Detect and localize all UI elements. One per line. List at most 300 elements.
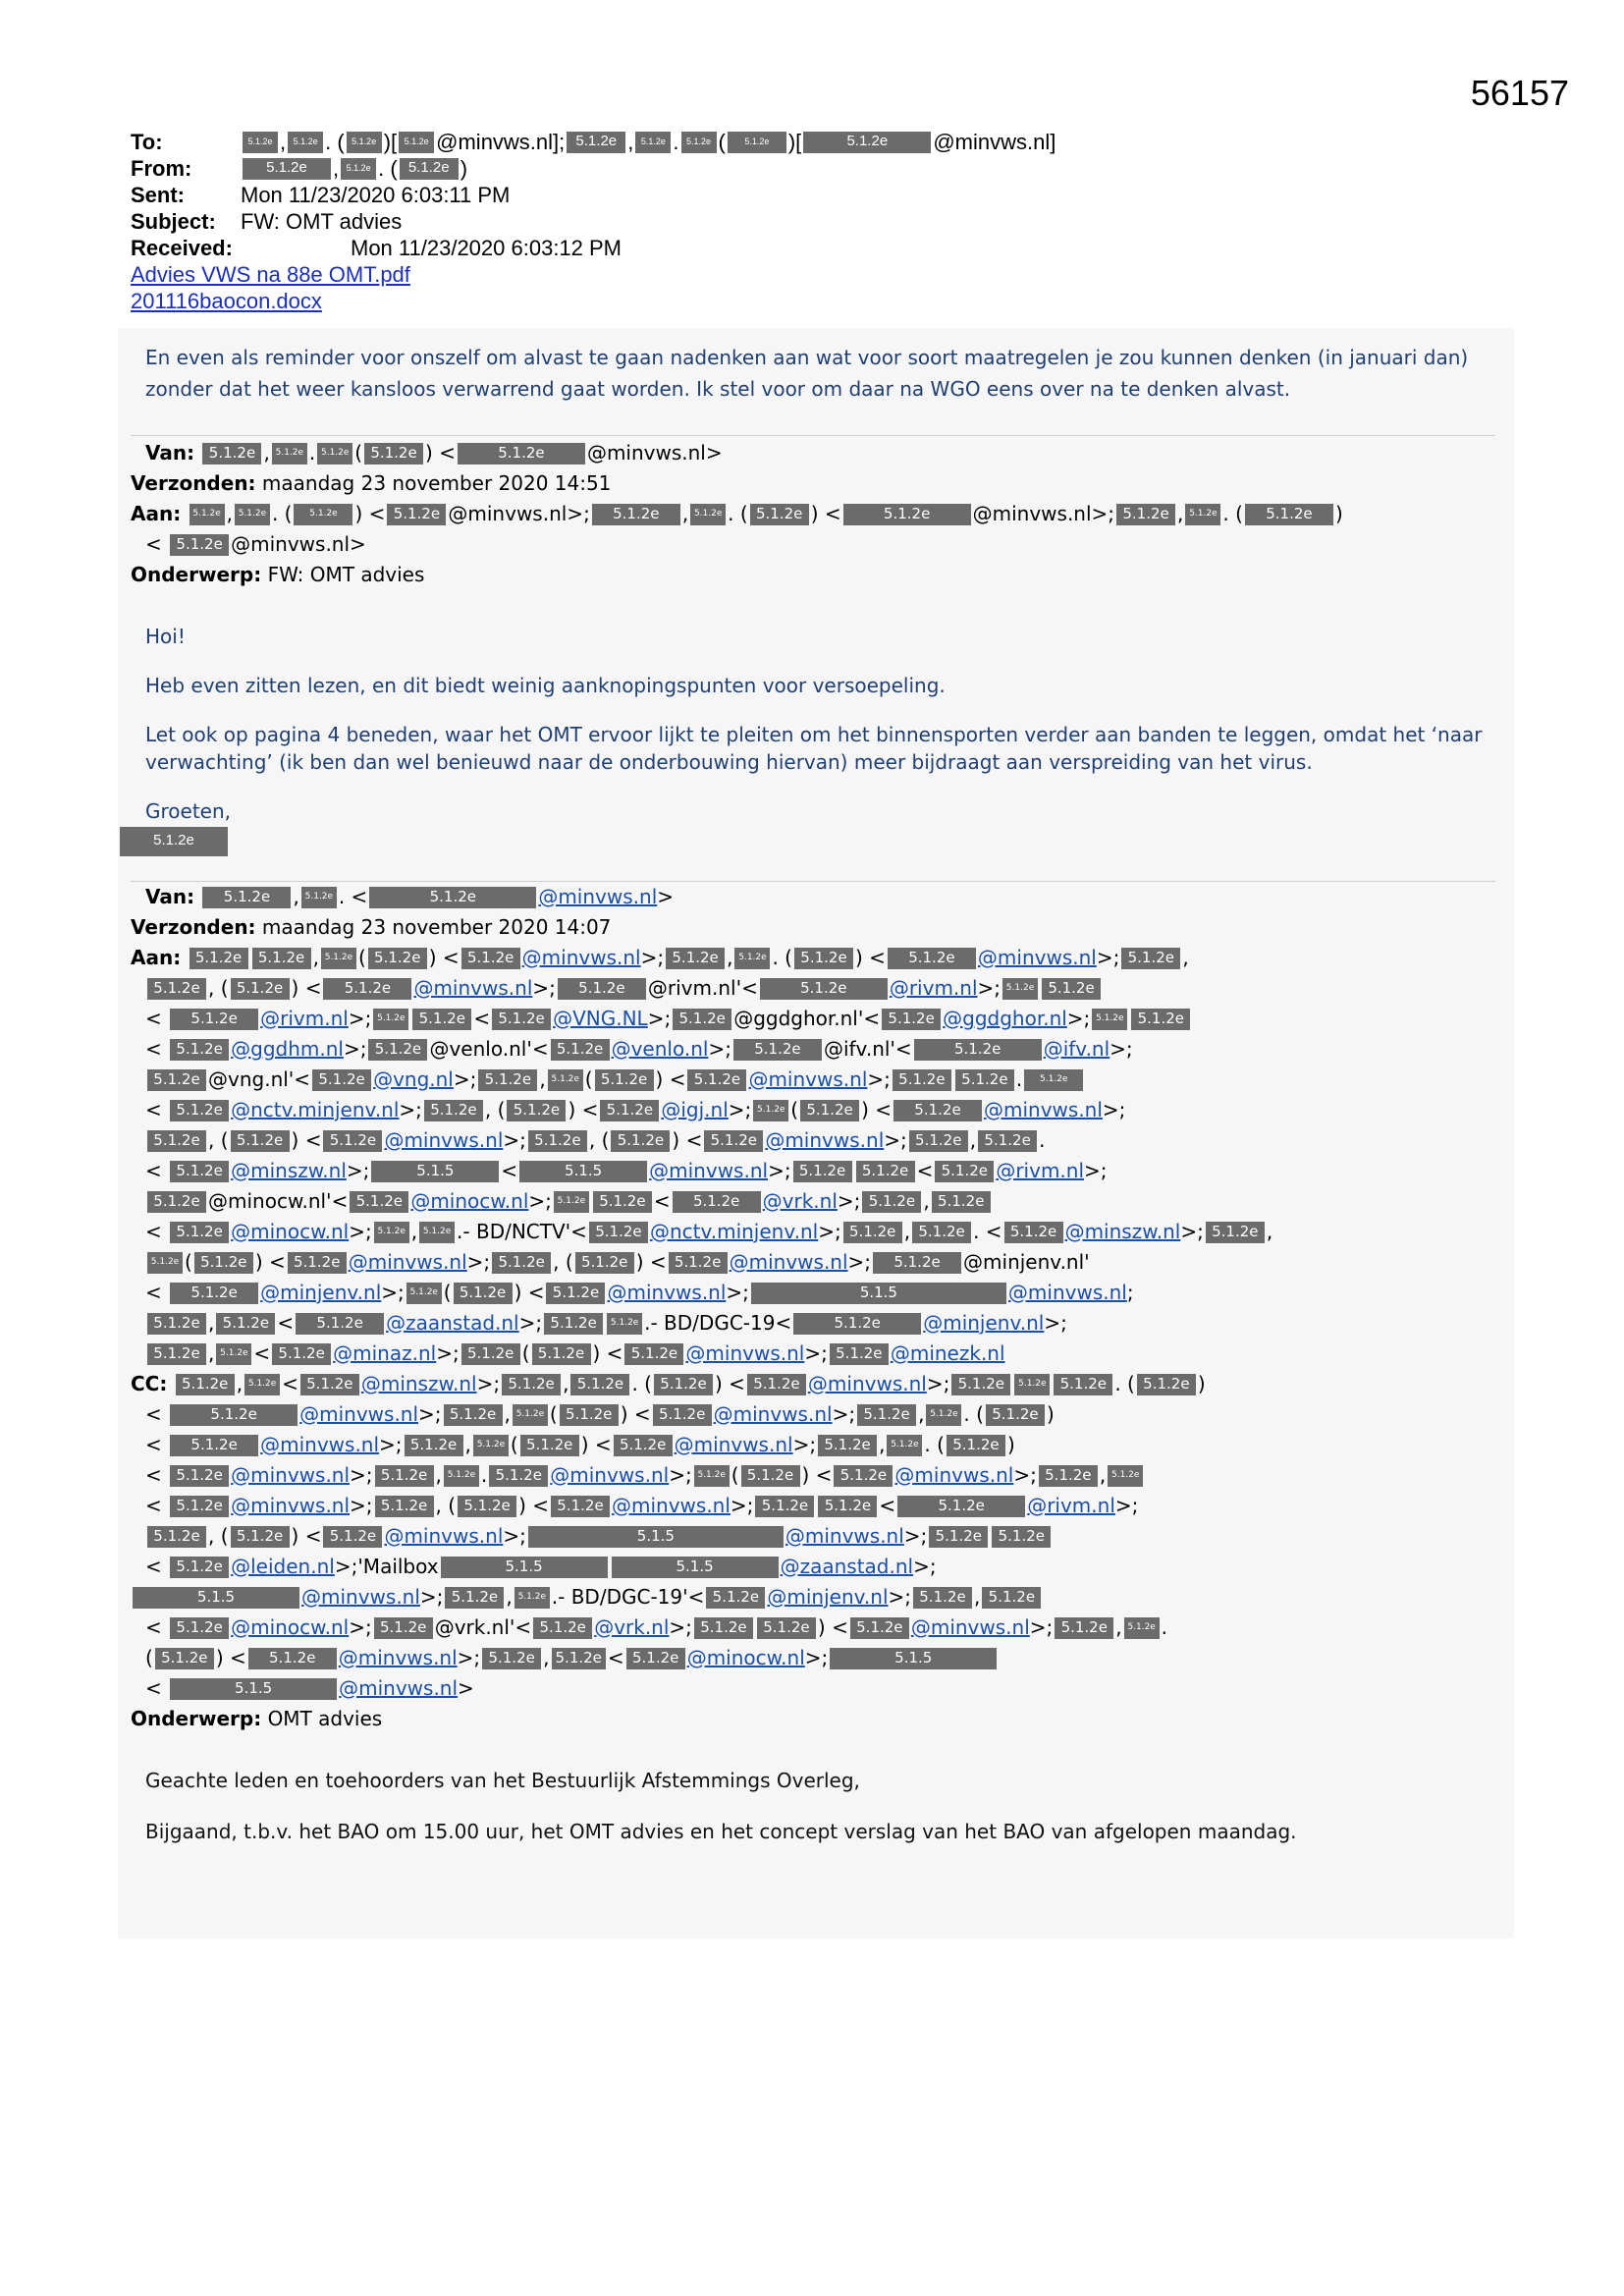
onderwerp-label: Onderwerp: [131, 1707, 262, 1730]
email-link[interactable]: @minvws.nl [685, 1341, 805, 1365]
email-link[interactable]: @minszw.nl [1064, 1220, 1181, 1243]
forwarded-mail-1-header [131, 438, 1505, 590]
redaction: 5.1.2e [375, 1465, 434, 1487]
address: - BD/DGC-19 [650, 1311, 776, 1335]
redaction: 5.1.2e [461, 948, 520, 969]
email-link[interactable]: @minvws.nl [538, 885, 658, 908]
email-link[interactable]: @vrk.nl [594, 1615, 670, 1639]
redaction: 5.1.2e [170, 1100, 229, 1121]
cc-row: CC: 5.1.2e , 5.1.2e < 5.1.2e @minszw.nl >; 5.1.2e , 5.1.2e . ( 5.1.2e ) < 5.1.2e @minvws.nl >; 5.1.2e 5.1.2e 5.1.2e . ( 5.1.2e ) [131, 1369, 1505, 1399]
email-link[interactable]: @minvws.nl [984, 1098, 1103, 1121]
redaction: 5.1.2e [909, 1130, 968, 1152]
email-link[interactable]: @minaz.nl [333, 1341, 437, 1365]
redaction: 5.1.2e [589, 1222, 648, 1243]
redaction: 5.1.2e [947, 1435, 1005, 1456]
redaction: 5.1.2e [294, 504, 352, 525]
subject-row [131, 208, 1407, 235]
redaction: 5.1.2e [850, 1617, 909, 1639]
redaction: 5.1.2e [614, 1435, 673, 1456]
redaction: 5.1.2e [412, 1009, 471, 1030]
redaction: 5.1.2e [272, 443, 307, 465]
redaction: 5.1.2e [520, 1435, 579, 1456]
email-link[interactable]: @rivm.nl [1027, 1494, 1115, 1517]
email-header [131, 129, 1407, 314]
address: @vng.nl' [208, 1067, 295, 1091]
aan-row: 5.1.2e , 5.1.2e < 5.1.2e @zaanstad.nl >; 5.1.2e 5.1.2e . - BD/DGC-19 < 5.1.2e @minjenv.nl >; [131, 1308, 1505, 1339]
paragraph: Bijgaand, t.b.v. het BAO om 15.00 uur, het OMT advies en het concept verslag van het BAO van afgelopen maandag. [145, 1820, 1297, 1843]
redaction: 5.1.2e [300, 1374, 359, 1395]
aan-label: Aan: [131, 946, 182, 969]
redaction: 5.1.2e [170, 1283, 258, 1304]
received-label: Received: [131, 236, 233, 260]
to-label: To: [131, 130, 163, 154]
redaction: 5.1.2e [733, 1039, 822, 1061]
greeting: Hoi! [145, 625, 186, 648]
email-link[interactable]: @minvws.nl [384, 1128, 504, 1152]
aan-row: < 5.1.2e @nctv.minjenv.nl >; 5.1.2e , ( 5.1.2e ) < 5.1.2e @igj.nl >; 5.1.2e ( 5.1.2e ) < 5.1.2e @minvws.nl >; [131, 1095, 1505, 1125]
redaction: 5.1.2e [387, 504, 446, 525]
redaction: 5.1.2e [734, 948, 770, 969]
redaction: 5.1.2e [567, 132, 625, 153]
redaction: 5.1.2e [843, 1222, 902, 1243]
redaction: 5.1.2e [741, 1465, 800, 1487]
onderwerp-value: FW: OMT advies [267, 563, 425, 586]
email-link[interactable]: @minvws.nl [299, 1402, 419, 1426]
redaction: 5.1.2e [368, 1039, 427, 1061]
redaction: 5.1.2e [666, 948, 725, 969]
verzonden-row [131, 468, 1505, 499]
redaction: 5.1.2e [419, 1222, 455, 1243]
redaction: 5.1.2e [843, 504, 971, 525]
email-link[interactable]: @minocw.nl [231, 1220, 350, 1243]
redaction: 5.1.2e [489, 1465, 548, 1487]
redaction: 5.1.2e [248, 1648, 337, 1669]
redaction: 5.1.2e [793, 1161, 852, 1182]
aan-row: < 5.1.2e @minjenv.nl >; 5.1.2e ( 5.1.2e ) < 5.1.2e @minvws.nl >; 5.1.5 @minvws.nl ; [131, 1278, 1505, 1308]
redaction: 5.1.2e [321, 948, 356, 969]
aan-row: Aan: 5.1.2e 5.1.2e , 5.1.2e ( 5.1.2e ) < 5.1.2e @minvws.nl >; 5.1.2e , 5.1.2e . ( 5.1.2e ) < 5.1.2e @minvws.nl >; 5.1.2e , [131, 943, 1505, 973]
cc-row: 5.1.5 @minvws.nl >; 5.1.2e , 5.1.2e . - BD/DGC-19' < 5.1.2e @minjenv.nl >; 5.1.2e , 5.1.2e [131, 1582, 1505, 1613]
email-link[interactable]: @nctv.minjenv.nl [231, 1098, 400, 1121]
redaction: 5.1.2e [288, 132, 323, 153]
address: @ggdghor.nl' [733, 1007, 864, 1030]
redaction: 5.1.2e [312, 1069, 371, 1091]
email-link[interactable]: @ggdghor.nl [943, 1007, 1067, 1030]
cc-row: 5.1.2e , ( 5.1.2e ) < 5.1.2e @minvws.nl >; 5.1.5 @minvws.nl >; 5.1.2e 5.1.2e [131, 1521, 1505, 1552]
paragraph: Let ook op pagina 4 beneden, waar het OMT ervoor lijkt te pleiten om het binnensporten verder aan banden te leggen, omdat het ‘naar verwachting’ (ik ben dan wel benieuwd naar de onderbouwing hiervan) meer bijdraagt aan verspreiding van het virus. [145, 723, 1483, 774]
redaction: 5.1.2e [755, 1496, 814, 1517]
redaction: 5.1.2e [502, 1374, 561, 1395]
redaction: 5.1.2e [926, 1404, 961, 1426]
redaction: 5.1.2e [558, 978, 646, 1000]
signature [118, 827, 230, 856]
redaction: 5.1.2e [288, 1252, 347, 1274]
redaction: 5.1.2e [1206, 1222, 1265, 1243]
redaction: 5.1.2e [445, 1587, 504, 1609]
redaction: 5.1.2e [873, 1252, 961, 1274]
redaction: 5.1.2e [458, 443, 585, 465]
attachment-link-pdf[interactable]: Advies VWS na 88e OMT.pdf [131, 262, 410, 287]
redaction: 5.1.2e [202, 443, 261, 465]
from-row: From: 5.1.2e , 5.1.2e . ( 5.1.2e ) [131, 156, 468, 181]
aan-label: Aan: [131, 502, 182, 525]
redaction: 5.1.2e [170, 1465, 229, 1487]
redaction: 5.1.2e [532, 1343, 591, 1365]
redaction: 5.1.2e [803, 132, 931, 153]
to-domain-2: @minvws.nl] [933, 130, 1056, 154]
redaction: 5.1.2e [120, 827, 228, 856]
email-link[interactable]: @VNG.NL [553, 1007, 648, 1030]
redaction: 5.1.2e [1039, 1465, 1098, 1487]
redaction: 5.1.2e [243, 158, 331, 180]
aan-row: < 5.1.2e @minocw.nl >; 5.1.2e , 5.1.2e . - BD/NCTV' < 5.1.2e @nctv.minjenv.nl >; 5.1.2e , 5.1.2e . < 5.1.2e @minszw.nl >; 5.1.2e , [131, 1217, 1505, 1247]
redaction: 5.1.5 [519, 1161, 647, 1182]
separator [131, 435, 1495, 436]
to-row: To: 5.1.2e , 5.1.2e . ( 5.1.2e )[ 5.1.2e @minvws.nl]; 5.1.2e , 5.1.2e . 5.1.2e ( 5.1.2e )[ 5.1.2e @minvws.nl] [131, 130, 1056, 154]
van-label: Van: [145, 441, 195, 465]
address: @vrk.nl' [434, 1615, 515, 1639]
verzonden-row [131, 912, 1505, 943]
redaction: 5.1.2e [882, 1009, 941, 1030]
redaction: 5.1.2e [611, 1130, 670, 1152]
email-link[interactable]: @minvws.nl [339, 1676, 459, 1700]
redaction: 5.1.2e [992, 1526, 1051, 1548]
redaction: 5.1.2e [528, 1130, 587, 1152]
redaction: 5.1.2e [513, 1404, 548, 1426]
redaction: 5.1.2e [1137, 1374, 1196, 1395]
redaction: 5.1.2e [235, 504, 270, 525]
email-link[interactable]: @ggdhm.nl [231, 1037, 344, 1061]
to-domain-1: @minvws.nl]; [436, 130, 566, 154]
redaction: 5.1.2e [482, 1648, 541, 1669]
redaction: 5.1.2e [347, 132, 382, 153]
redaction: 5.1.2e [170, 1496, 229, 1517]
document-number: 56157 [1470, 73, 1569, 113]
redaction: 5.1.2e [323, 1130, 382, 1152]
redaction: 5.1.2e [1185, 504, 1220, 525]
redaction: 5.1.2e [368, 948, 427, 969]
email-link[interactable]: @minvws.nl [785, 1524, 904, 1548]
aan-domain-1: @minvws.nl>; [448, 502, 590, 525]
redaction: 5.1.2e [546, 1283, 605, 1304]
email-link[interactable]: @minjenv.nl [260, 1281, 382, 1304]
email-link[interactable]: @minocw.nl [231, 1615, 350, 1639]
email-link[interactable]: @venlo.nl [611, 1037, 709, 1061]
email-link[interactable]: @minszw.nl [231, 1159, 347, 1182]
redaction: 5.1.2e [857, 1404, 916, 1426]
redaction: 5.1.2e [444, 1465, 479, 1487]
redaction: 5.1.2e [888, 948, 976, 969]
redaction: 5.1.2e [760, 978, 888, 1000]
redaction: 5.1.2e [978, 1130, 1037, 1152]
address: 'Mailbox [357, 1555, 439, 1578]
redaction: 5.1.2e [170, 1161, 229, 1182]
redaction: 5.1.2e [600, 1100, 659, 1121]
redaction: 5.1.2e [244, 1374, 280, 1395]
aan-row: 5.1.2e @vng.nl' < 5.1.2e @vng.nl >; 5.1.2e , 5.1.2e ( 5.1.2e ) < 5.1.2e @minvws.nl >; 5.1.2e 5.1.2e . 5.1.2e [131, 1065, 1505, 1095]
email-link[interactable]: @minvws.nl [910, 1615, 1030, 1639]
redaction: 5.1.2e [1092, 1009, 1127, 1030]
redaction: 5.1.2e [552, 1648, 606, 1669]
cc-row: < 5.1.2e @minocw.nl >; 5.1.2e @vrk.nl' < 5.1.2e @vrk.nl >; 5.1.2e 5.1.2e ) < 5.1.2e @minvws.nl >; 5.1.2e , 5.1.2e . [131, 1613, 1505, 1643]
redaction: 5.1.2e [830, 1343, 889, 1365]
redaction: 5.1.2e [176, 1374, 235, 1395]
redaction: 5.1.2e [694, 1465, 730, 1487]
email-link[interactable]: @minvws.nl [612, 1494, 731, 1517]
email-link[interactable]: @minvws.nl [384, 1524, 504, 1548]
redaction: 5.1.2e [1054, 1374, 1112, 1395]
cc-row: < 5.1.2e @leiden.nl >; 'Mailbox 5.1.5 5.1.5 @zaanstad.nl >; [131, 1552, 1505, 1582]
redaction: 5.1.2e [694, 1617, 753, 1639]
redaction: 5.1.2e [951, 1374, 1010, 1395]
redaction: 5.1.2e [473, 1435, 509, 1456]
cc-row: < 5.1.2e @minvws.nl >; 5.1.2e , 5.1.2e ( 5.1.2e ) < 5.1.2e @minvws.nl >; 5.1.2e , 5.1.2e . ( 5.1.2e ) [131, 1399, 1505, 1430]
redaction: 5.1.2e [1121, 948, 1180, 969]
email-link[interactable]: @minvws.nl [807, 1372, 927, 1395]
aan-row: 5.1.2e ( 5.1.2e ) < 5.1.2e @minvws.nl >; 5.1.2e , ( 5.1.2e ) < 5.1.2e @minvws.nl >; 5.1.2e @minjenv.nl' [131, 1247, 1505, 1278]
aan-domain-3: @minvws.nl> [231, 532, 366, 556]
address: @minjenv.nl' [963, 1250, 1090, 1274]
email-link[interactable]: @leiden.nl [231, 1555, 335, 1578]
redaction: 5.1.2e [170, 1435, 258, 1456]
redaction: 5.1.2e [374, 1617, 433, 1639]
email-link[interactable]: @minezk.nl [890, 1341, 1005, 1365]
redaction: 5.1.2e [548, 1069, 583, 1091]
email-link[interactable]: @zaanstad.nl [386, 1311, 519, 1335]
redaction: 5.1.2e [170, 1404, 298, 1426]
email-link[interactable]: @minvws.nl [748, 1067, 868, 1091]
redaction: 5.1.2e [492, 1252, 551, 1274]
redaction: 5.1.2e [364, 443, 423, 465]
redaction: 5.1.5 [528, 1526, 784, 1548]
redaction: 5.1.2e [834, 1465, 893, 1487]
subject-label: Subject: [131, 209, 216, 234]
cc-row: ( 5.1.2e ) < 5.1.2e @minvws.nl >; 5.1.2e , 5.1.2e < 5.1.2e @minocw.nl >; 5.1.5 [131, 1643, 1505, 1673]
redaction: 5.1.2e [243, 132, 278, 153]
redaction: 5.1.2e [607, 1313, 642, 1335]
verzonden-value: maandag 23 november 2020 14:07 [261, 915, 612, 939]
redaction: 5.1.2e [982, 1587, 1041, 1609]
email-link[interactable]: @vrk.nl [762, 1189, 838, 1213]
redaction: 5.1.2e [757, 1617, 816, 1639]
redaction: 5.1.2e [728, 132, 786, 153]
closing: Groeten, [145, 799, 232, 823]
redaction: 5.1.2e [897, 1496, 1025, 1517]
redaction: 5.1.2e [653, 1404, 712, 1426]
redaction: 5.1.2e [818, 1496, 877, 1517]
cc-row: < 5.1.2e @minvws.nl >; 5.1.2e , ( 5.1.2e ) < 5.1.2e @minvws.nl >; 5.1.2e 5.1.2e < 5.1.2e @rivm.nl >; [131, 1491, 1505, 1521]
redaction: 5.1.2e [147, 1526, 206, 1548]
email-link[interactable]: @rivm.nl [996, 1159, 1085, 1182]
email-link[interactable]: @minocw.nl [410, 1189, 529, 1213]
cc-label: CC: [131, 1372, 168, 1395]
redaction: 5.1.2e [654, 1374, 713, 1395]
email-link[interactable]: @minszw.nl [360, 1372, 477, 1395]
redaction: 5.1.2e [170, 1009, 258, 1030]
aan-row: 5.1.2e , 5.1.2e < 5.1.2e @minaz.nl >; 5.1.2e ( 5.1.2e ) < 5.1.2e @minvws.nl >; 5.1.2e @minezk.nl [131, 1339, 1505, 1369]
redaction: 5.1.2e [753, 1100, 788, 1121]
email-link[interactable]: @minvws.nl [231, 1463, 351, 1487]
aan-row: Aan: 5.1.2e , 5.1.2e . ( 5.1.2e ) < 5.1.2e @minvws.nl>; 5.1.2e , 5.1.2e . ( 5.1.2e ) < 5.1.2e @minvws.nl>; 5.1.2e , 5.1.2e . ( 5.1.2e ) [131, 499, 1505, 529]
redaction: 5.1.2e [887, 1435, 922, 1456]
redaction: 5.1.5 [170, 1678, 337, 1700]
redaction: 5.1.5 [133, 1587, 299, 1609]
email-link[interactable]: @minvws.nl [550, 1463, 670, 1487]
redaction: 5.1.2e [301, 887, 337, 908]
redaction: 5.1.2e [461, 1343, 520, 1365]
redaction: 5.1.2e [1024, 1069, 1083, 1091]
redaction: 5.1.2e [405, 1435, 463, 1456]
redaction: 5.1.2e [170, 1557, 229, 1578]
redaction: 5.1.2e [147, 1191, 206, 1213]
onderwerp-row [131, 1704, 1505, 1734]
email-link[interactable]: @minvws.nl [521, 946, 641, 969]
redaction: 5.1.2e [147, 1313, 206, 1335]
email-link[interactable]: @vng.nl [373, 1067, 454, 1091]
redaction: 5.1.2e [350, 1191, 408, 1213]
forwarded-mail-1-body [145, 623, 1500, 825]
onderwerp-value: OMT advies [267, 1707, 383, 1730]
verzonden-value: maandag 23 november 2020 14:51 [261, 471, 612, 495]
redaction: 5.1.2e [399, 132, 434, 153]
subject-value: FW: OMT advies [241, 209, 403, 234]
email-link[interactable]: @minocw.nl [686, 1646, 805, 1669]
email-link[interactable]: @minjenv.nl [923, 1311, 1045, 1335]
redaction: 5.1.2e [170, 1039, 229, 1061]
received-value: Mon 11/23/2020 6:03:12 PM [351, 236, 623, 260]
paragraph: Geachte leden en toehoorders van het Bestuurlijk Afstemmings Overleg, [145, 1769, 860, 1792]
redaction: 5.1.2e [913, 1587, 972, 1609]
redaction: 5.1.2e [690, 504, 726, 525]
sent-row [131, 182, 1407, 208]
redaction: 5.1.2e [1108, 1465, 1143, 1487]
redaction: 5.1.2e [551, 1039, 610, 1061]
redaction: 5.1.2e [216, 1343, 251, 1365]
redaction: 5.1.2e [194, 1252, 253, 1274]
email-link[interactable]: @minvws.nl [231, 1494, 351, 1517]
aan-row: < 5.1.2e @ggdhm.nl >; 5.1.2e @venlo.nl' < 5.1.2e @venlo.nl >; 5.1.2e @ifv.nl' < 5.1.2e @ifv.nl >; [131, 1034, 1505, 1065]
redaction: 5.1.2e [893, 1069, 951, 1091]
redaction: 5.1.2e [1124, 1617, 1160, 1639]
redaction: 5.1.2e [750, 504, 809, 525]
redaction: 5.1.2e [592, 504, 680, 525]
redaction: 5.1.2e [706, 1587, 765, 1609]
email-link[interactable]: @minvws.nl [765, 1128, 885, 1152]
redaction: 5.1.2e [252, 948, 311, 969]
van-row: Van: 5.1.2e , 5.1.2e . 5.1.2e ( 5.1.2e ) < 5.1.2e @minvws.nl> [131, 438, 1505, 468]
redaction: 5.1.2e [216, 1313, 275, 1335]
email-link[interactable]: @minvws.nl [977, 946, 1097, 969]
redaction: 5.1.2e [932, 1191, 991, 1213]
address: - BD/NCTV' [462, 1220, 571, 1243]
aan-row: 5.1.2e , ( 5.1.2e ) < 5.1.2e @minvws.nl >; 5.1.2e @rivm.nl' < 5.1.2e @rivm.nl >; 5.1.2e 5.1.2e [131, 973, 1505, 1004]
email-link[interactable]: @nctv.minjenv.nl [649, 1220, 819, 1243]
redaction: 5.1.2e [400, 158, 459, 180]
redaction: 5.1.2e [1245, 504, 1333, 525]
redaction: 5.1.5 [441, 1557, 608, 1578]
redaction: 5.1.2e [747, 1374, 806, 1395]
email-link[interactable]: @minvws.nl [1007, 1281, 1127, 1304]
redaction: 5.1.2e [458, 1496, 516, 1517]
redaction: 5.1.2e [369, 887, 536, 908]
redaction: 5.1.2e [681, 132, 717, 153]
redaction: 5.1.2e [374, 1222, 409, 1243]
redaction: 5.1.2e [514, 1587, 550, 1609]
email-link[interactable]: @minvws.nl [348, 1250, 467, 1274]
redaction: 5.1.5 [371, 1161, 499, 1182]
email-link[interactable]: @igj.nl [661, 1098, 729, 1121]
redaction: 5.1.2e [1131, 1009, 1190, 1030]
address: @rivm.nl' [647, 976, 742, 1000]
email-link[interactable]: @minvws.nl [260, 1433, 380, 1456]
redaction: 5.1.2e [478, 1069, 537, 1091]
redaction: 5.1.2e [673, 1191, 761, 1213]
redaction: 5.1.2e [818, 1435, 877, 1456]
redaction: 5.1.2e [1004, 1222, 1063, 1243]
sent-label: Sent: [131, 183, 185, 207]
redaction: 5.1.2e [687, 1069, 746, 1091]
onderwerp-label: Onderwerp: [131, 563, 262, 586]
redaction: 5.1.2e [373, 1009, 408, 1030]
redaction: 5.1.2e [272, 1343, 331, 1365]
forwarded-mail-2-header [131, 882, 1505, 1734]
redaction: 5.1.2e [492, 1009, 551, 1030]
redaction: 5.1.2e [955, 1069, 1014, 1091]
redaction: 5.1.2e [635, 132, 671, 153]
email-link[interactable]: @rivm.nl [889, 976, 978, 1000]
paragraph: Heb even zitten lezen, en dit biedt weinig aanknopingspunten voor versoepeling. [145, 674, 946, 697]
redaction: 5.1.2e [170, 1222, 229, 1243]
redaction: 5.1.2e [323, 978, 411, 1000]
email-link[interactable]: @minvws.nl [729, 1250, 848, 1274]
email-link[interactable]: @rivm.nl [260, 1007, 349, 1030]
redaction: 5.1.2e [189, 504, 225, 525]
redaction: 5.1.2e [231, 978, 290, 1000]
email-link[interactable]: @minvws.nl [301, 1585, 420, 1609]
van-domain: @minvws.nl> [586, 441, 723, 465]
redaction: 5.1.2e [554, 1191, 589, 1213]
redaction: 5.1.2e [231, 1130, 290, 1152]
email-link[interactable]: @minvws.nl [338, 1646, 458, 1669]
redaction: 5.1.2e [323, 1526, 382, 1548]
redaction: 5.1.2e [1042, 978, 1101, 1000]
redaction: 5.1.2e [626, 1648, 685, 1669]
redaction: 5.1.2e [406, 1283, 442, 1304]
redaction: 5.1.2e [317, 443, 352, 465]
attachment-link-docx[interactable]: 201116baocon.docx [131, 289, 322, 313]
cc-row: < 5.1.5 @minvws.nl > [131, 1673, 1505, 1704]
email-link[interactable]: @minvws.nl [649, 1159, 769, 1182]
redaction: 5.1.2e [296, 1313, 384, 1335]
email-link[interactable]: @minvws.nl [674, 1433, 793, 1456]
redaction: 5.1.2e [595, 1069, 654, 1091]
email-link[interactable]: @zaanstad.nl [780, 1555, 914, 1578]
email-link[interactable]: @minvws.nl [607, 1281, 727, 1304]
redaction: 5.1.2e [800, 1100, 859, 1121]
received-row [131, 235, 1407, 261]
email-link[interactable]: @minvws.nl [894, 1463, 1014, 1487]
redaction: 5.1.2e [202, 887, 291, 908]
email-link[interactable]: @minjenv.nl [767, 1585, 889, 1609]
email-link[interactable]: @minvws.nl [713, 1402, 833, 1426]
redaction: 5.1.2e [935, 1161, 994, 1182]
redaction: 5.1.2e [231, 1526, 290, 1548]
email-link[interactable]: @ifv.nl [1043, 1037, 1110, 1061]
redaction: 5.1.2e [673, 1009, 731, 1030]
email-link[interactable]: @minvws.nl [413, 976, 533, 1000]
redaction: 5.1.2e [147, 1069, 206, 1091]
redaction: 5.1.2e [560, 1404, 619, 1426]
